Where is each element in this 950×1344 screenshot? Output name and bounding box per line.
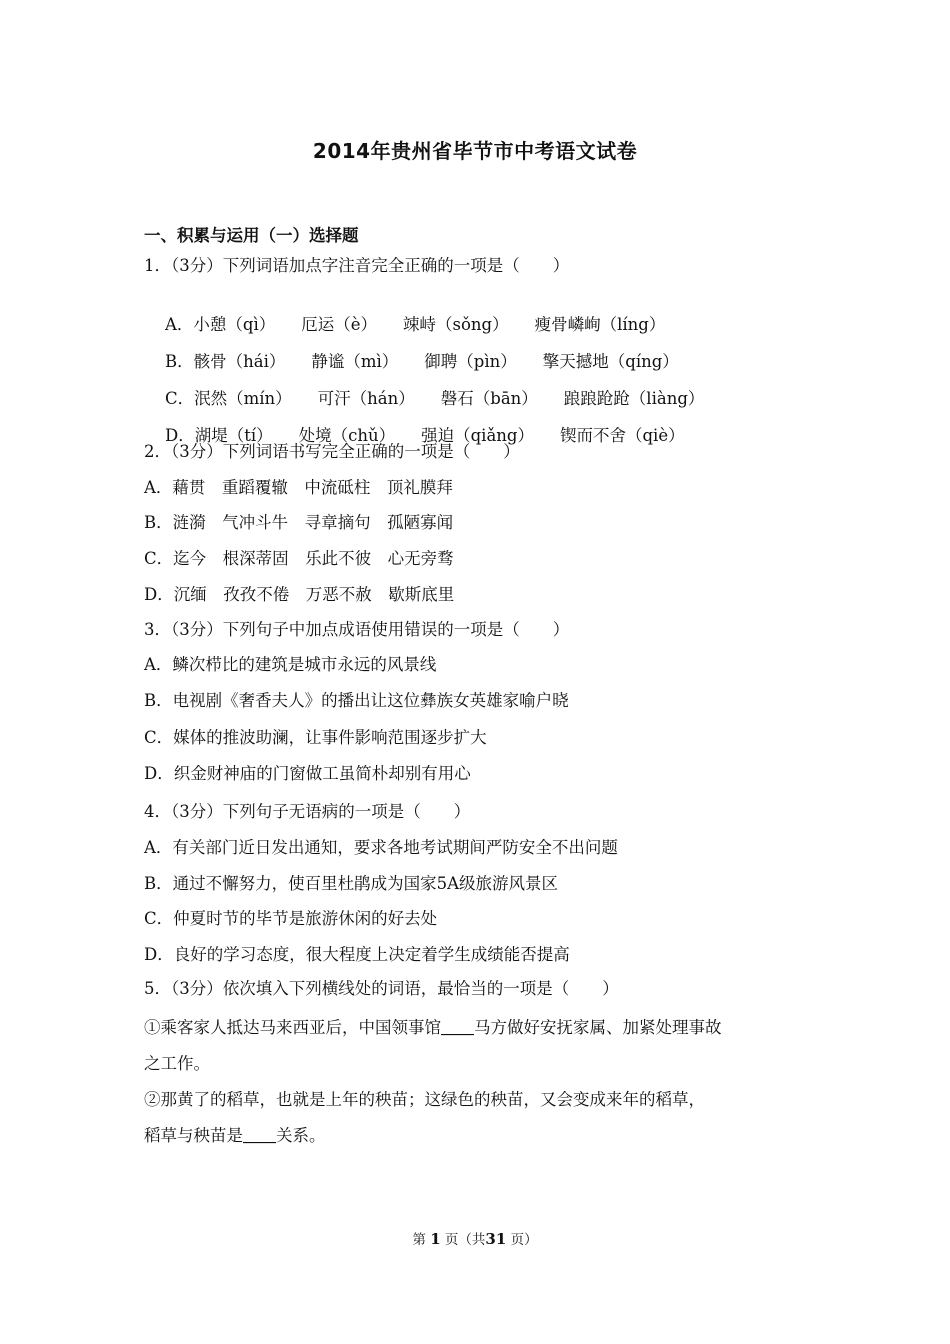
option-item: 御聘（pìn） xyxy=(424,352,517,371)
question-3-option-b: B．电视剧《奢香夫人》的播出让这位彝族女英雄家喻户晓 xyxy=(144,691,569,710)
footer-text: 页） xyxy=(510,1232,538,1248)
question-5-passage-1 xyxy=(144,1017,722,1039)
question-5-passage-2: ②那黄了的稻草，也就是上年的秧苗；这绿色的秧苗，又会变成来年的稻草， xyxy=(144,1090,705,1109)
option-item: 强迫（qiǎng） xyxy=(421,426,534,445)
passage-text: 关系。 xyxy=(276,1126,326,1145)
footer-text: 第 xyxy=(412,1232,426,1248)
option-item: 踉踉跄跄（liàng） xyxy=(563,389,705,408)
question-2-option-b: B．涟漪 气冲斗牛 寻章摘句 孤陋寡闻 xyxy=(144,513,454,532)
option-item: 瘦骨嶙峋（líng） xyxy=(534,315,666,334)
question-2-option-d: D．沉缅 孜孜不倦 万恶不赦 歇斯底里 xyxy=(144,585,455,604)
option-item: D．湖堤（tí） xyxy=(164,426,273,445)
option-item: 竦峙（sǒng） xyxy=(403,315,509,334)
question-4-option-d: D．良好的学习态度，很大程度上决定着学生成绩能否提高 xyxy=(144,945,570,964)
footer-text: 页（共 xyxy=(444,1232,486,1248)
passage-text: 马方做好安抚家属、加紧处理事故 xyxy=(474,1018,722,1037)
question-4-option-b: B．通过不懈努力，使百里杜鹃成为国家5A级旅游风景区 xyxy=(144,874,559,893)
section-heading: 一、积累与运用（一）选择题 xyxy=(144,226,359,245)
option-item: 擎天撼地（qíng） xyxy=(542,352,679,371)
question-5-passage-1-cont: 之工作。 xyxy=(144,1054,210,1073)
question-4-option-a: A．有关部门近日发出通知，要求各地考试期间严防安全不出问题 xyxy=(144,838,618,857)
question-3-option-c: C．媒体的推波助澜，让事件影响范围逐步扩大 xyxy=(144,728,487,747)
option-item: 处境（chǔ） xyxy=(298,426,396,445)
question-5-passage-2-cont xyxy=(144,1125,326,1147)
page-title: 2014年贵州省毕节市中考语文试卷 xyxy=(312,139,638,163)
option-item: C．泯然（mín） xyxy=(164,389,292,408)
passage-text: 稻草与秧苗是 xyxy=(144,1126,243,1145)
option-item: B．骸骨（hái） xyxy=(164,352,286,371)
option-item: 锲而不舍（qiè） xyxy=(560,426,685,445)
option-item: 厄运（è） xyxy=(301,315,378,334)
current-page-number: 1 xyxy=(430,1230,441,1248)
question-2-option-c: C．迄今 根深蒂固 乐此不彼 心无旁骛 xyxy=(144,549,454,568)
question-4-option-c: C．仲夏时节的毕节是旅游休闲的好去处 xyxy=(144,909,438,928)
question-5-stem: 5．（3分）依次填入下列横线处的词语，最恰当的一项是（ ） xyxy=(144,979,619,998)
question-3-option-a: A．鳞次栉比的建筑是城市永远的风景线 xyxy=(144,655,437,674)
page-footer xyxy=(0,1228,950,1248)
question-2-stem: 2．（3分）下列词语书写完全正确的一项是（ ） xyxy=(144,442,520,461)
passage-text: ①乘客家人抵达马来西亚后，中国领事馆 xyxy=(144,1018,441,1037)
question-3-option-d: D．织金财神庙的门窗做工虽简朴却别有用心 xyxy=(144,764,471,783)
total-pages-number: 31 xyxy=(485,1230,507,1248)
question-3-stem: 3．（3分）下列句子中加点成语使用错误的一项是（ ） xyxy=(144,620,570,639)
question-2-option-a: A．藉贯 重蹈覆辙 中流砥柱 顶礼膜拜 xyxy=(144,478,453,497)
option-item: 磐石（bān） xyxy=(440,389,538,408)
fill-in-blank: ＿＿ xyxy=(243,1126,276,1145)
option-item: 静谧（mì） xyxy=(311,352,399,371)
fill-in-blank: ＿＿ xyxy=(441,1018,474,1037)
option-item: 可汗（hán） xyxy=(317,389,415,408)
question-1-stem: 1．（3分）下列词语加点字注音完全正确的一项是（ ） xyxy=(144,256,570,275)
option-item: A．小憩（qì） xyxy=(164,315,276,334)
question-4-stem: 4．（3分）下列句子无语病的一项是（ ） xyxy=(144,802,471,821)
